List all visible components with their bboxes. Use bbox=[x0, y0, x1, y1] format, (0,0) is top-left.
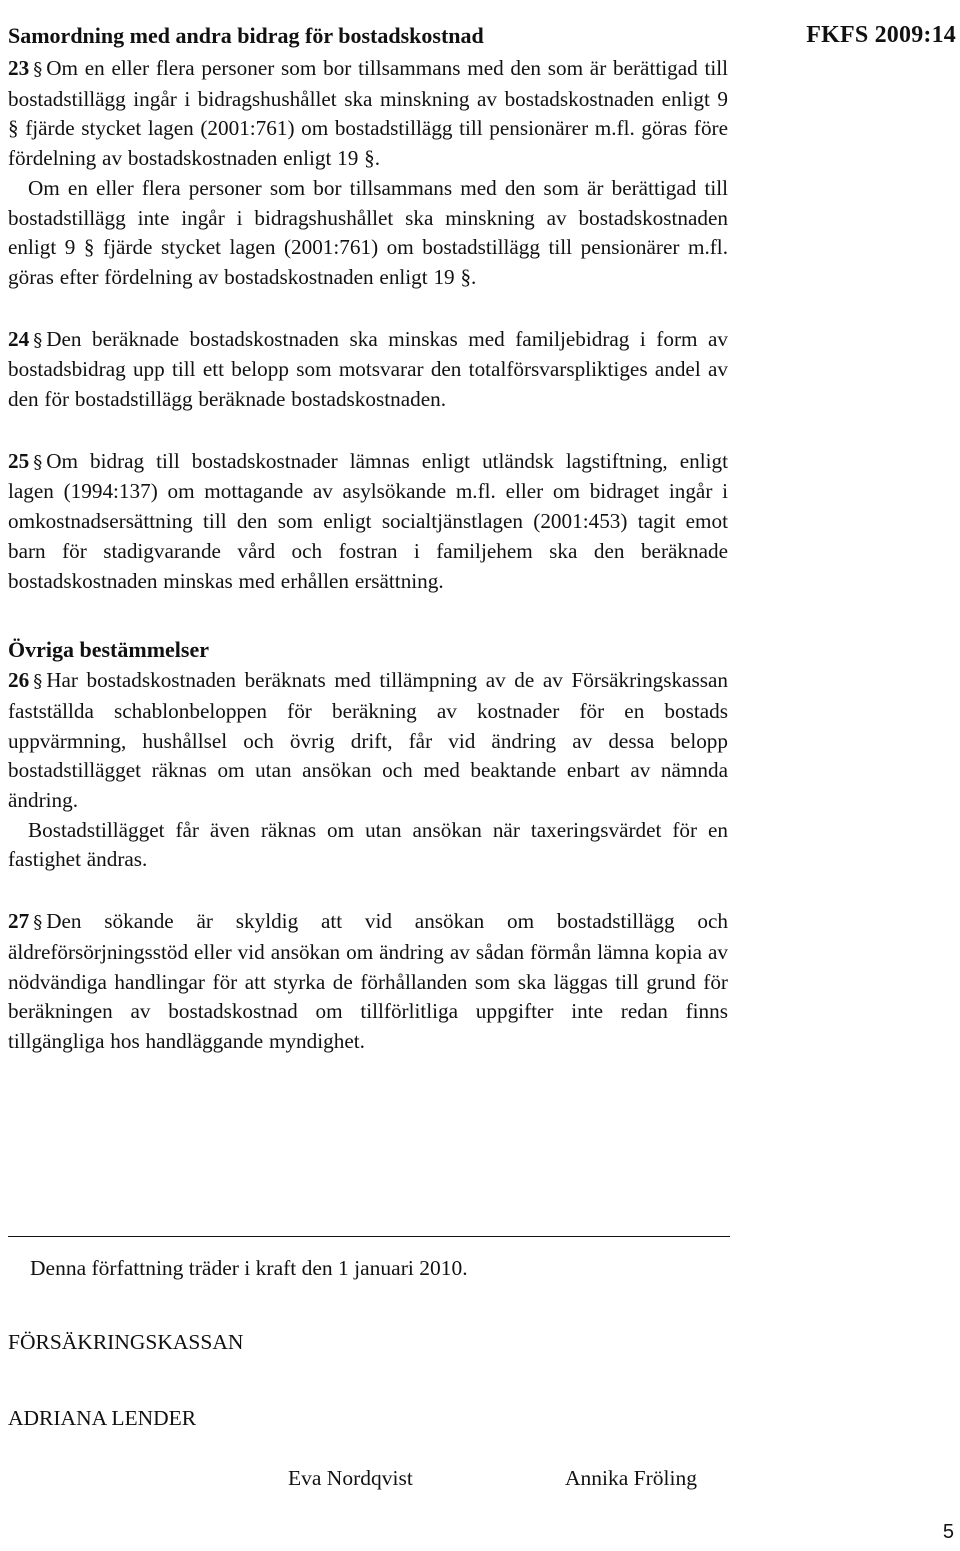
effective-date-statement: Denna författning träder i kraft den 1 januari 2010. bbox=[30, 1256, 468, 1280]
paragraph-27 bbox=[8, 907, 728, 1057]
paragraph-text: Den sökande är skyldig att vid ansökan om bostadstillägg och äldreförsörjningsstöd eller vid ansökan om ändring av sådan förmån lämna kopia av nödvändiga handlingar för att styrka de förhållanden som ska läggas till grund för beräkningen av bostadskostnad om tillförlitliga uppgifter inte redan finns tillgängliga hos handläggande myndighet. bbox=[8, 909, 728, 1053]
document-body bbox=[8, 18, 728, 1057]
section-symbol: § bbox=[33, 671, 43, 693]
paragraph-number: 26 bbox=[8, 668, 30, 693]
issuing-authority: FÖRSÄKRINGSKASSAN bbox=[8, 1330, 244, 1354]
paragraph-24 bbox=[8, 325, 728, 415]
document-code: FKFS 2009:14 bbox=[806, 22, 956, 48]
page-number: 5 bbox=[942, 1521, 954, 1543]
section-symbol: § bbox=[33, 329, 43, 351]
paragraph-26-second: Bostadstillägget får även räknas om utan ansökan när taxeringsvärdet för en fastighet ändras. bbox=[8, 817, 728, 872]
signatory-name: ADRIANA LENDER bbox=[8, 1406, 197, 1430]
paragraph-text: Om en eller flera personer som bor tillsammans med den som är berättigad till bostadstillägg ingår i bidragshushållet ska minskning av bostadskostnaden enligt 9 § fjärde stycket lagen (2001:761) om bostadstillägg till pensionärer m.fl. göras före fördelning av bostadskostnaden enligt 19 §. bbox=[8, 56, 728, 171]
paragraph-25 bbox=[8, 447, 728, 597]
paragraph-23-second: Om en eller flera personer som bor tillsammans med den som är berättigad till bostadstillägg inte ingår i bidragshushållet ska minskning av bostadskostnaden enligt 9 § fjärde stycket lagen (2001:761) om bostadstillägg till pensionärer m.fl. göras efter fördelning av bostadskostnaden enligt 19 §. bbox=[8, 175, 728, 289]
paragraph-number: 25 bbox=[8, 448, 30, 473]
cosignatory-name-1: Eva Nordqvist bbox=[288, 1466, 413, 1490]
section-symbol: § bbox=[33, 451, 43, 473]
section-symbol: § bbox=[33, 912, 43, 934]
paragraph-number: 24 bbox=[8, 326, 30, 351]
horizontal-divider bbox=[8, 1236, 730, 1237]
paragraph-number: 23 bbox=[8, 56, 30, 80]
paragraph-23 bbox=[8, 54, 728, 174]
paragraph-number: 27 bbox=[8, 909, 30, 934]
paragraph-text: Har bostadskostnaden beräknats med tillämpning av de av Försäkringskassan fastställda schablonbeloppen för beräkning av kostnader för en bostads uppvärmning, hushållsel och övrig drift, får vid ändring av dessa belopp bostadstillägget räknas om utan ansökan och med beaktande enbart av nämnda ändring. bbox=[8, 668, 728, 813]
cosignatory-name-2: Annika Fröling bbox=[565, 1466, 697, 1490]
paragraph-26 bbox=[8, 666, 728, 816]
section-heading-coordination: Samordning med andra bidrag för bostadskostnad bbox=[8, 23, 484, 48]
section-heading-other-provisions: Övriga bestämmelser bbox=[8, 637, 209, 663]
section-symbol: § bbox=[33, 59, 43, 80]
paragraph-text: Om bidrag till bostadskostnader lämnas enligt utländsk lagstiftning, enligt lagen (1994:137) om mottagande av asylsökande m.fl. eller om bidraget ingår i omkostnadsersättning till den som enligt socialtjänstlagen (2001:453) tagit emot barn för stadigvarande vård och fostran i familjehem ska den beräknade bostadskostnaden minskas med erhållen ersättning. bbox=[8, 448, 728, 593]
paragraph-text: Den beräknade bostadskostnaden ska minskas med familjebidrag i form av bostadsbidrag upp till ett belopp som motsvarar den totalförsvarspliktiges andel av den för bostadstillägg beräknade bostadskostnaden. bbox=[8, 326, 728, 412]
